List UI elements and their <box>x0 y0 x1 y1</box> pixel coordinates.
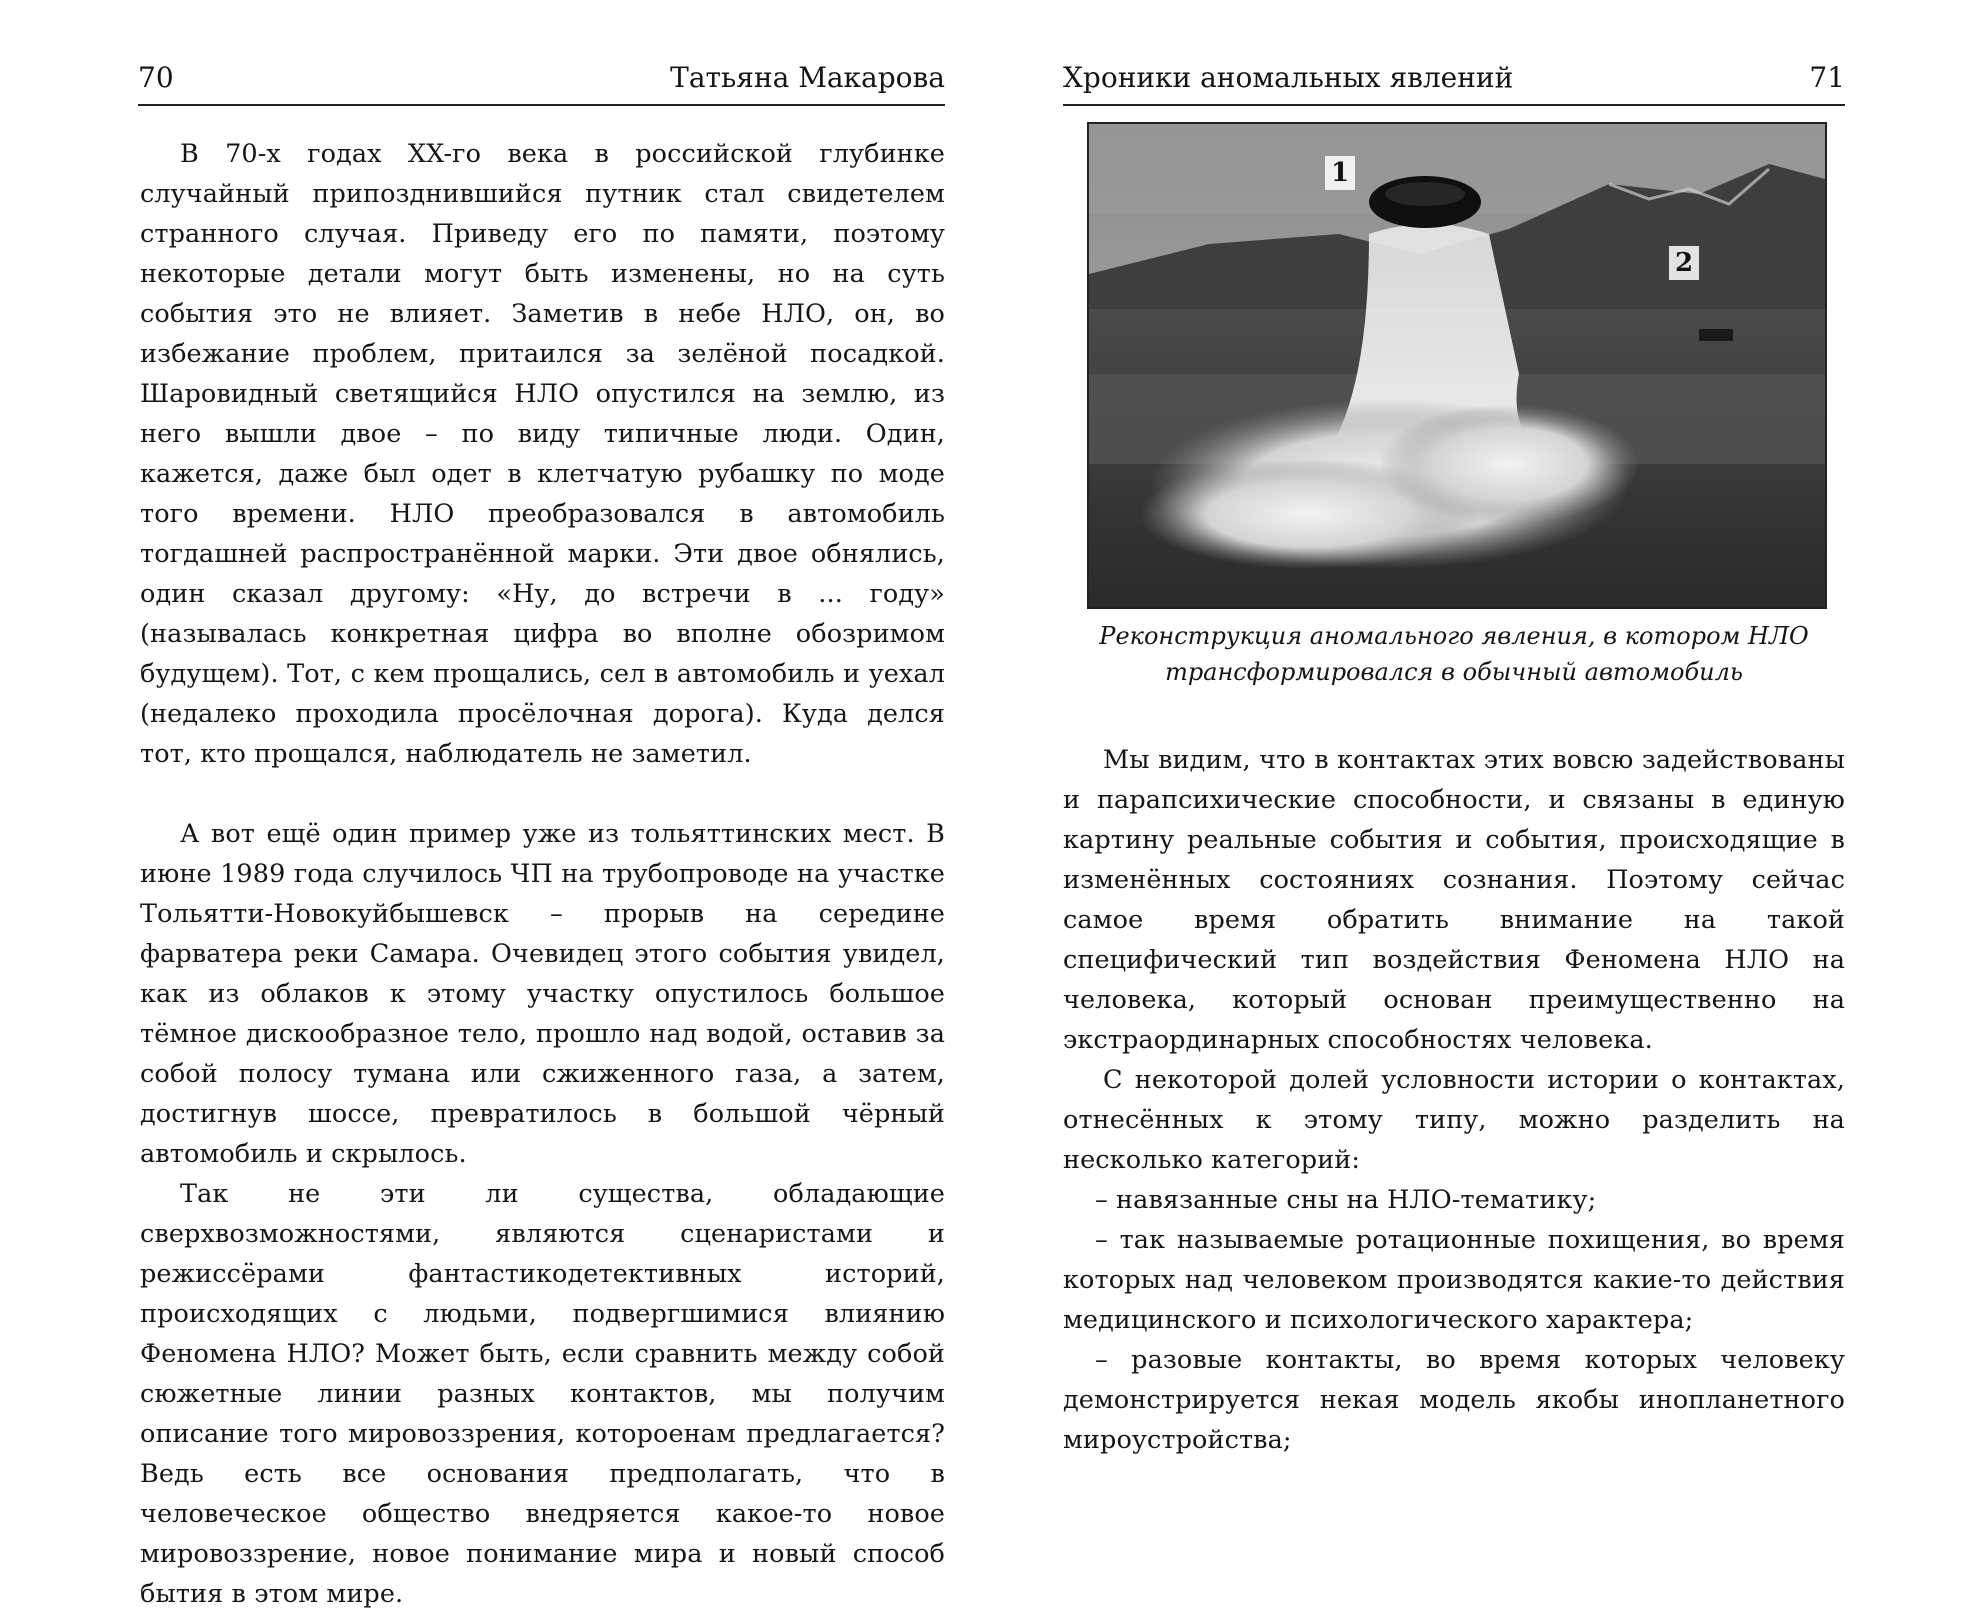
right-page-number: 71 <box>1809 61 1845 94</box>
left-header-rule <box>138 104 945 106</box>
left-running-head-author: Татьяна Макарова <box>670 61 945 94</box>
figure-label-1: 1 <box>1325 156 1355 190</box>
left-page <box>0 0 981 1609</box>
ufo-photo-figure <box>1087 122 1827 609</box>
right-page <box>981 0 1962 1584</box>
list-item: – так называемые ротационные похищения, во время которых над человеком производятся какие-то действия медицинского и психологического характера; <box>1063 1225 1845 1335</box>
list-item: – разовые контакты, во время которых человеку демонстрируется некая модель якобы инопланетного мироустройства; <box>1063 1345 1845 1455</box>
car-silhouette <box>1699 329 1733 341</box>
list-item: – навязанные сны на НЛО-тематику; <box>1095 1185 1597 1215</box>
figure-label-2: 2 <box>1669 246 1699 280</box>
left-body-text <box>140 134 945 1614</box>
figure-caption <box>1063 618 1845 690</box>
right-running-head <box>1063 56 1845 100</box>
left-page-number: 70 <box>138 61 174 94</box>
left-running-head <box>138 56 945 100</box>
left-paragraph-3: Так не эти ли существа, обладающие сверхвозможностями, являются сценаристами и режиссёрами фантастикодетективных историй, происходящих с людьми, подвергшимися влиянию Феномена НЛО? Может быть, если сравнить между собой сюжетные линии разных контактов, мы получим описание того мировоззрения, котороенам предлагается? Ведь есть все основания предполагать, что в человеческое общество внедряется какое-то новое мировоззрение, новое понимание мира и новый способ бытия в этом мире. <box>140 1179 945 1609</box>
steam-cloud-right <box>1379 404 1639 524</box>
ufo-dome <box>1385 182 1465 206</box>
left-paragraph-1: В 70-х годах XX-го века в российской глубинке случайный припозднившийся путник стал свидетелем странного случая. Приведу его по памяти, поэтому некоторые детали могут быть изменены, но на суть события это не влияет. Заметив в небе НЛО, он, во избежание проблем, притаился за зелёной посадкой. Шаровидный светящийся НЛО опустился на землю, из него вышли двое – по виду типичные люди. Один, кажется, даже был одет в клетчатую рубашку по моде того времени. НЛО преобразовался в автомобиль тогдашней распространённой марки. Эти двое обнялись, один сказал другому: «Ну, до встречи в ... году» (называлась конкретная цифра во вполне обозримом будущем). Тот, с кем прощались, сел в автомобиль и уехал (недалеко проходила просёлочная дорога). Куда делся тот, кто прощался, наблюдатель не заметил. <box>140 139 945 769</box>
ufo-photo-illustration <box>1089 124 1825 607</box>
right-running-head-title: Хроники аномальных явлений <box>1063 61 1514 94</box>
figure-caption-line-2: трансформировался в обычный автомобиль <box>1165 658 1743 686</box>
left-paragraph-2: А вот ещё один пример уже из тольяттинских мест. В июне 1989 года случилось ЧП на трубопроводе на участке Тольятти-Новокуйбышевск – прорыв на середине фарватера реки Самара. Очевидец этого события увидел, как из облаков к этому участку опустилось большое тёмное дискообразное тело, прошло над водой, оставив за собой полосу тумана или сжиженного газа, а затем, достигнув шоссе, превратилось в большой чёрный автомобиль и скрылось. <box>140 819 945 1169</box>
right-paragraph-1: Мы видим, что в контактах этих вовсю задействованы и парапсихические способности, и связаны в единую картину реальные события и события, происходящие в изменённых состояниях сознания. Поэтому сейчас самое время обратить внимание на такой специфический тип воздействия Феномена НЛО на человека, который основан преимущественно на экстраординарных способностях человека. <box>1063 745 1845 1055</box>
figure-caption-line-1: Реконструкция аномального явления, в котором НЛО <box>1099 622 1809 650</box>
right-body-text <box>1063 740 1845 1460</box>
right-paragraph-2: С некоторой долей условности истории о контактах, отнесённых к этому типу, можно разделить на несколько категорий: <box>1063 1065 1845 1175</box>
right-header-rule <box>1063 104 1845 106</box>
